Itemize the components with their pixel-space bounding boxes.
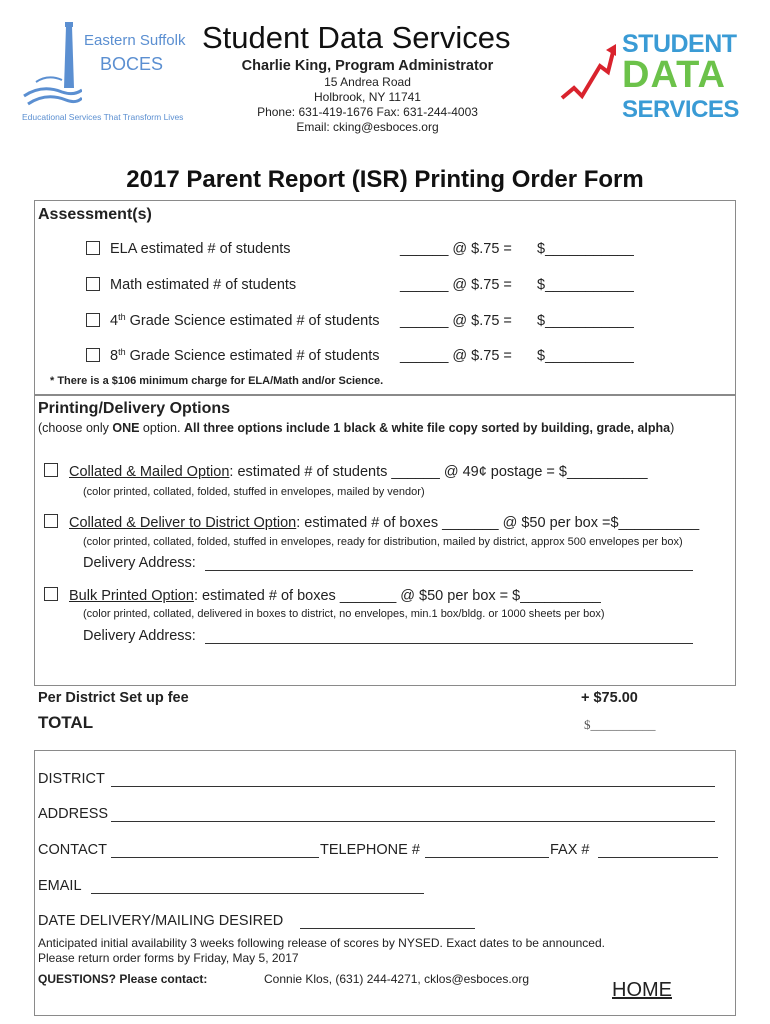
growth-arrow-icon (560, 40, 620, 110)
org-tagline: Educational Services That Transform Lives (22, 112, 184, 122)
logo-word2: DATA (622, 54, 726, 96)
delivery-address-label: Delivery Address: (83, 555, 196, 571)
contact-label: CONTACT (38, 842, 108, 858)
telephone-field[interactable] (425, 857, 549, 858)
email: Email: cking@esboces.org (296, 120, 439, 134)
delivery-address-field[interactable] (205, 643, 693, 644)
printing-subheading: (choose only ONE option. All three options include 1 black & white file copy sorted by building, grade, alpha) (38, 421, 675, 435)
home-link[interactable]: HOME (612, 979, 672, 1001)
bulk-printed-note: (color printed, collated, delivered in boxes to district, no envelopes, min.1 box/bldg. or 1000 sheets per box) (83, 608, 605, 620)
bulk-printed-option[interactable]: Bulk Printed Option: estimated # of boxes _______ @ $50 per box = $__________ (69, 588, 601, 604)
org-line1: Eastern Suffolk (84, 32, 186, 49)
setup-fee-value: + $75.00 (581, 690, 638, 706)
printing-heading: Printing/Delivery Options (38, 400, 231, 417)
ela-amount[interactable]: $___________ (537, 241, 634, 257)
ela-rate[interactable]: ______ @ $.75 = (400, 241, 512, 257)
grade8-science-rate[interactable]: ______ @ $.75 = (400, 348, 512, 364)
logo-word1: STUDENT (622, 30, 737, 58)
collated-mailed-note: (color printed, collated, folded, stuffed in envelopes, mailed by vendor) (83, 486, 425, 498)
telephone-label: TELEPHONE # (320, 842, 420, 858)
minimum-charge-note: * There is a $106 minimum charge for ELA/Math and/or Science. (50, 375, 384, 387)
ela-label: ELA estimated # of students (110, 241, 291, 257)
logo-word3: SERVICES (622, 96, 739, 123)
collated-mailed-checkbox[interactable] (44, 463, 58, 477)
contact-name: Charlie King, Program Administrator (241, 58, 494, 74)
form-title: 2017 Parent Report (ISR) Printing Order Form (126, 166, 644, 193)
bulk-printed-checkbox[interactable] (44, 587, 58, 601)
fax-label: FAX # (550, 842, 590, 858)
collated-deliver-note: (color printed, collated, folded, stuffed in envelopes, ready for distribution, mailed by district, approx 500 envelopes per box) (83, 536, 683, 548)
return-by-note: Please return order forms by Friday, May 5, 2017 (38, 951, 299, 965)
date-delivery-field[interactable] (300, 928, 475, 929)
fax-field[interactable] (598, 857, 718, 858)
delivery-address-field[interactable] (205, 570, 693, 571)
grade8-science-amount[interactable]: $___________ (537, 348, 634, 364)
delivery-address-label: Delivery Address: (83, 628, 196, 644)
assessment-section (34, 200, 736, 396)
grade4-science-rate[interactable]: ______ @ $.75 = (400, 313, 512, 329)
address-label: ADDRESS (38, 806, 109, 822)
student-data-services-logo (560, 30, 739, 130)
contact-field[interactable] (111, 857, 319, 858)
collated-mailed-option[interactable]: Collated & Mailed Option: estimated # of students ______ @ 49¢ postage = $__________ (69, 464, 648, 480)
grade4-science-amount[interactable]: $___________ (537, 313, 634, 329)
setup-fee-label: Per District Set up fee (38, 690, 189, 706)
org-line2: BOCES (100, 54, 164, 74)
date-delivery-label: DATE DELIVERY/MAILING DESIRED (38, 913, 284, 929)
math-checkbox[interactable] (86, 277, 100, 291)
grade8-science-label: 8th Grade Science estimated # of students (110, 347, 380, 364)
address-line1: 15 Andrea Road (324, 75, 411, 89)
math-amount[interactable]: $___________ (537, 277, 634, 293)
email-field[interactable] (91, 893, 424, 894)
district-field[interactable] (111, 786, 715, 787)
grade8-science-checkbox[interactable] (86, 348, 100, 362)
total-label: TOTAL (38, 713, 94, 732)
questions-contact: Connie Klos, (631) 244-4271, cklos@esboces.org (264, 972, 529, 986)
address-field[interactable] (111, 821, 715, 822)
collated-deliver-checkbox[interactable] (44, 514, 58, 528)
ela-checkbox[interactable] (86, 241, 100, 255)
availability-note: Anticipated initial availability 3 weeks following release of scores by NYSED. Exact dates to be announced. (38, 936, 605, 950)
math-rate[interactable]: ______ @ $.75 = (400, 277, 512, 293)
total-value[interactable]: $__________ (584, 717, 656, 732)
grade4-science-checkbox[interactable] (86, 313, 100, 327)
math-label: Math estimated # of students (110, 277, 297, 293)
grade4-science-label: 4th Grade Science estimated # of students (110, 312, 380, 329)
collated-deliver-option[interactable]: Collated & Deliver to District Option: estimated # of boxes _______ @ $50 per box =$__________ (69, 515, 700, 531)
page-title: Student Data Services (202, 20, 511, 55)
assessments-heading: Assessment(s) (38, 206, 152, 223)
questions-label: QUESTIONS? Please contact: (38, 972, 208, 986)
phone-fax: Phone: 631-419-1676 Fax: 631-244-4003 (257, 105, 478, 119)
email-label: EMAIL (38, 878, 82, 894)
address-line2: Holbrook, NY 11741 (314, 90, 421, 104)
district-label: DISTRICT (38, 771, 105, 787)
